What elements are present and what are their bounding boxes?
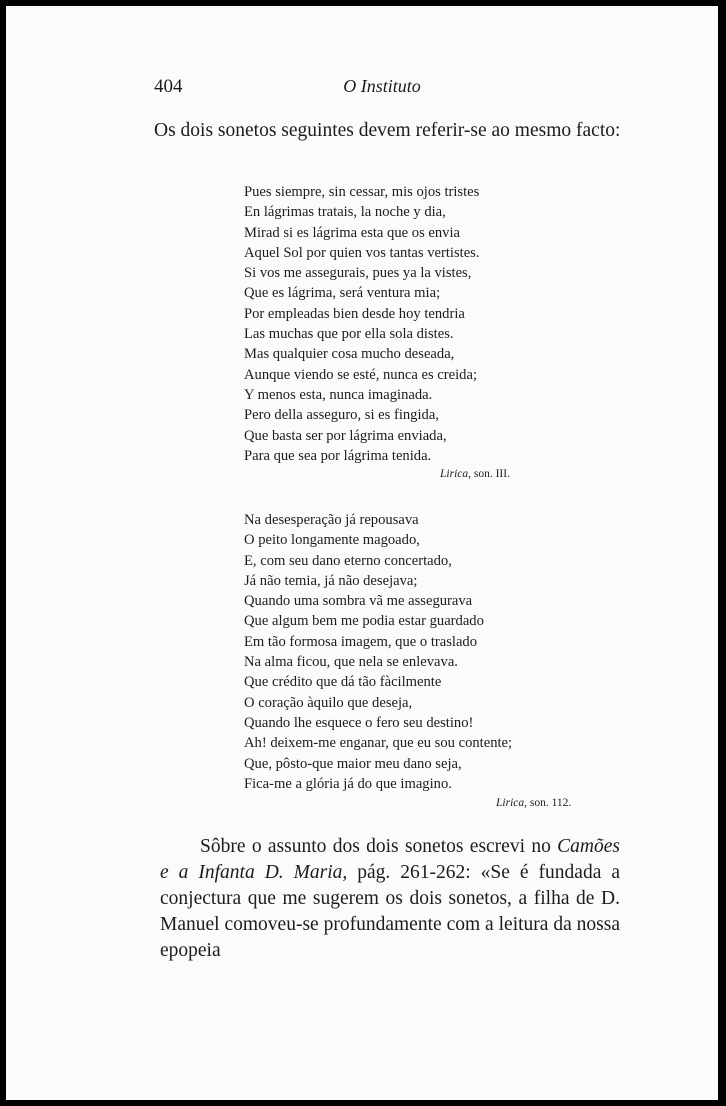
book-page	[6, 6, 718, 1100]
sonnet-line: Aquel Sol por quien vos tantas vertistes.	[244, 244, 480, 261]
sonnet-line: Si vos me assegurais, pues ya la vistes,	[244, 265, 472, 282]
sonnet-line: Que algum bem me podia estar guardado	[244, 613, 484, 630]
book-title: Camões e a Infanta D. Maria,	[160, 836, 620, 883]
page-number: 404	[154, 76, 183, 97]
sonnet-line: Mirad si es lágrima esta que os envia	[244, 224, 461, 241]
closing-text: pág. 261-262: «Se é fundada a conjectura que me sugerem os dois sonetos, a filha de D. Manuel comoveu-se profundamente com a leitura da nossa epopeia	[160, 862, 620, 961]
sonnet-line: E, com seu dano eterno concertado,	[244, 552, 452, 569]
sonnet-line: Na desesperação já repousava	[244, 512, 419, 528]
sonnet-line: Mas qualquier cosa mucho deseada,	[244, 346, 455, 363]
sonnet-line: Que basta ser por lágrima enviada,	[244, 427, 447, 444]
intro-paragraph: Os dois sonetos seguintes devem referir-se ao mesmo facto:	[154, 120, 621, 141]
sonnet-line: Quando uma sombra vã me assegurava	[244, 593, 473, 610]
sonnet-line: Pero della asseguro, si es fingida,	[244, 407, 439, 424]
sonnet-ref: son. 112.	[529, 797, 572, 809]
sonnet-line: Ah! deixem-me enganar, que eu sou contente;	[244, 735, 513, 752]
sonnet-line: Que es lágrima, será ventura mia;	[244, 285, 441, 302]
sonnet-line: En lágrimas tratais, la noche y dia,	[244, 204, 446, 221]
closing-text: Sôbre o assunto dos dois sonetos escrevi no	[200, 836, 558, 857]
sonnet-line: Em tão formosa imagem, que o traslado	[244, 633, 478, 650]
sonnet-line: Para que sea por lágrima tenida.	[244, 447, 432, 464]
sonnet-line: Que crédito que dá tão fàcilmente	[244, 674, 442, 691]
sonnet-2	[244, 510, 512, 794]
sonnet-line: Quando lhe esquece o fero seu destino!	[244, 714, 474, 731]
sonnet-ref: son. III.	[473, 468, 510, 480]
sonnet-line: Por empleadas bien desde hoy tendria	[244, 305, 465, 322]
running-title: O Instituto	[343, 76, 421, 96]
sonnet-line: Aunque viendo se esté, nunca es creida;	[244, 366, 478, 383]
sonnet-line: Pues siempre, sin cessar, mis ojos tristes	[244, 184, 480, 200]
sonnet-1	[244, 182, 480, 466]
sonnet-line: Fica-me a glória já do que imagino.	[244, 775, 452, 792]
sonnet-line: Las muchas que por ella sola distes.	[244, 326, 454, 343]
sonnet-line: O coração àquilo que deseja,	[244, 694, 413, 711]
sonnet-line: Y menos esta, nunca imaginada.	[244, 386, 433, 403]
closing-paragraph	[160, 834, 620, 964]
sonnet-line: Que, pôsto-que maior meu dano seja,	[244, 755, 462, 772]
source-title: Lirica,	[440, 468, 471, 480]
sonnet-line: Já não temia, já não desejava;	[244, 572, 418, 589]
sonnet-line: O peito longamente magoado,	[244, 532, 420, 549]
page-header	[6, 76, 718, 100]
sonnet-2-attribution	[496, 797, 571, 809]
source-title: Lirica,	[496, 797, 527, 809]
sonnet-1-attribution	[440, 468, 510, 480]
sonnet-line: Na alma ficou, que nela se enlevava.	[244, 654, 458, 671]
